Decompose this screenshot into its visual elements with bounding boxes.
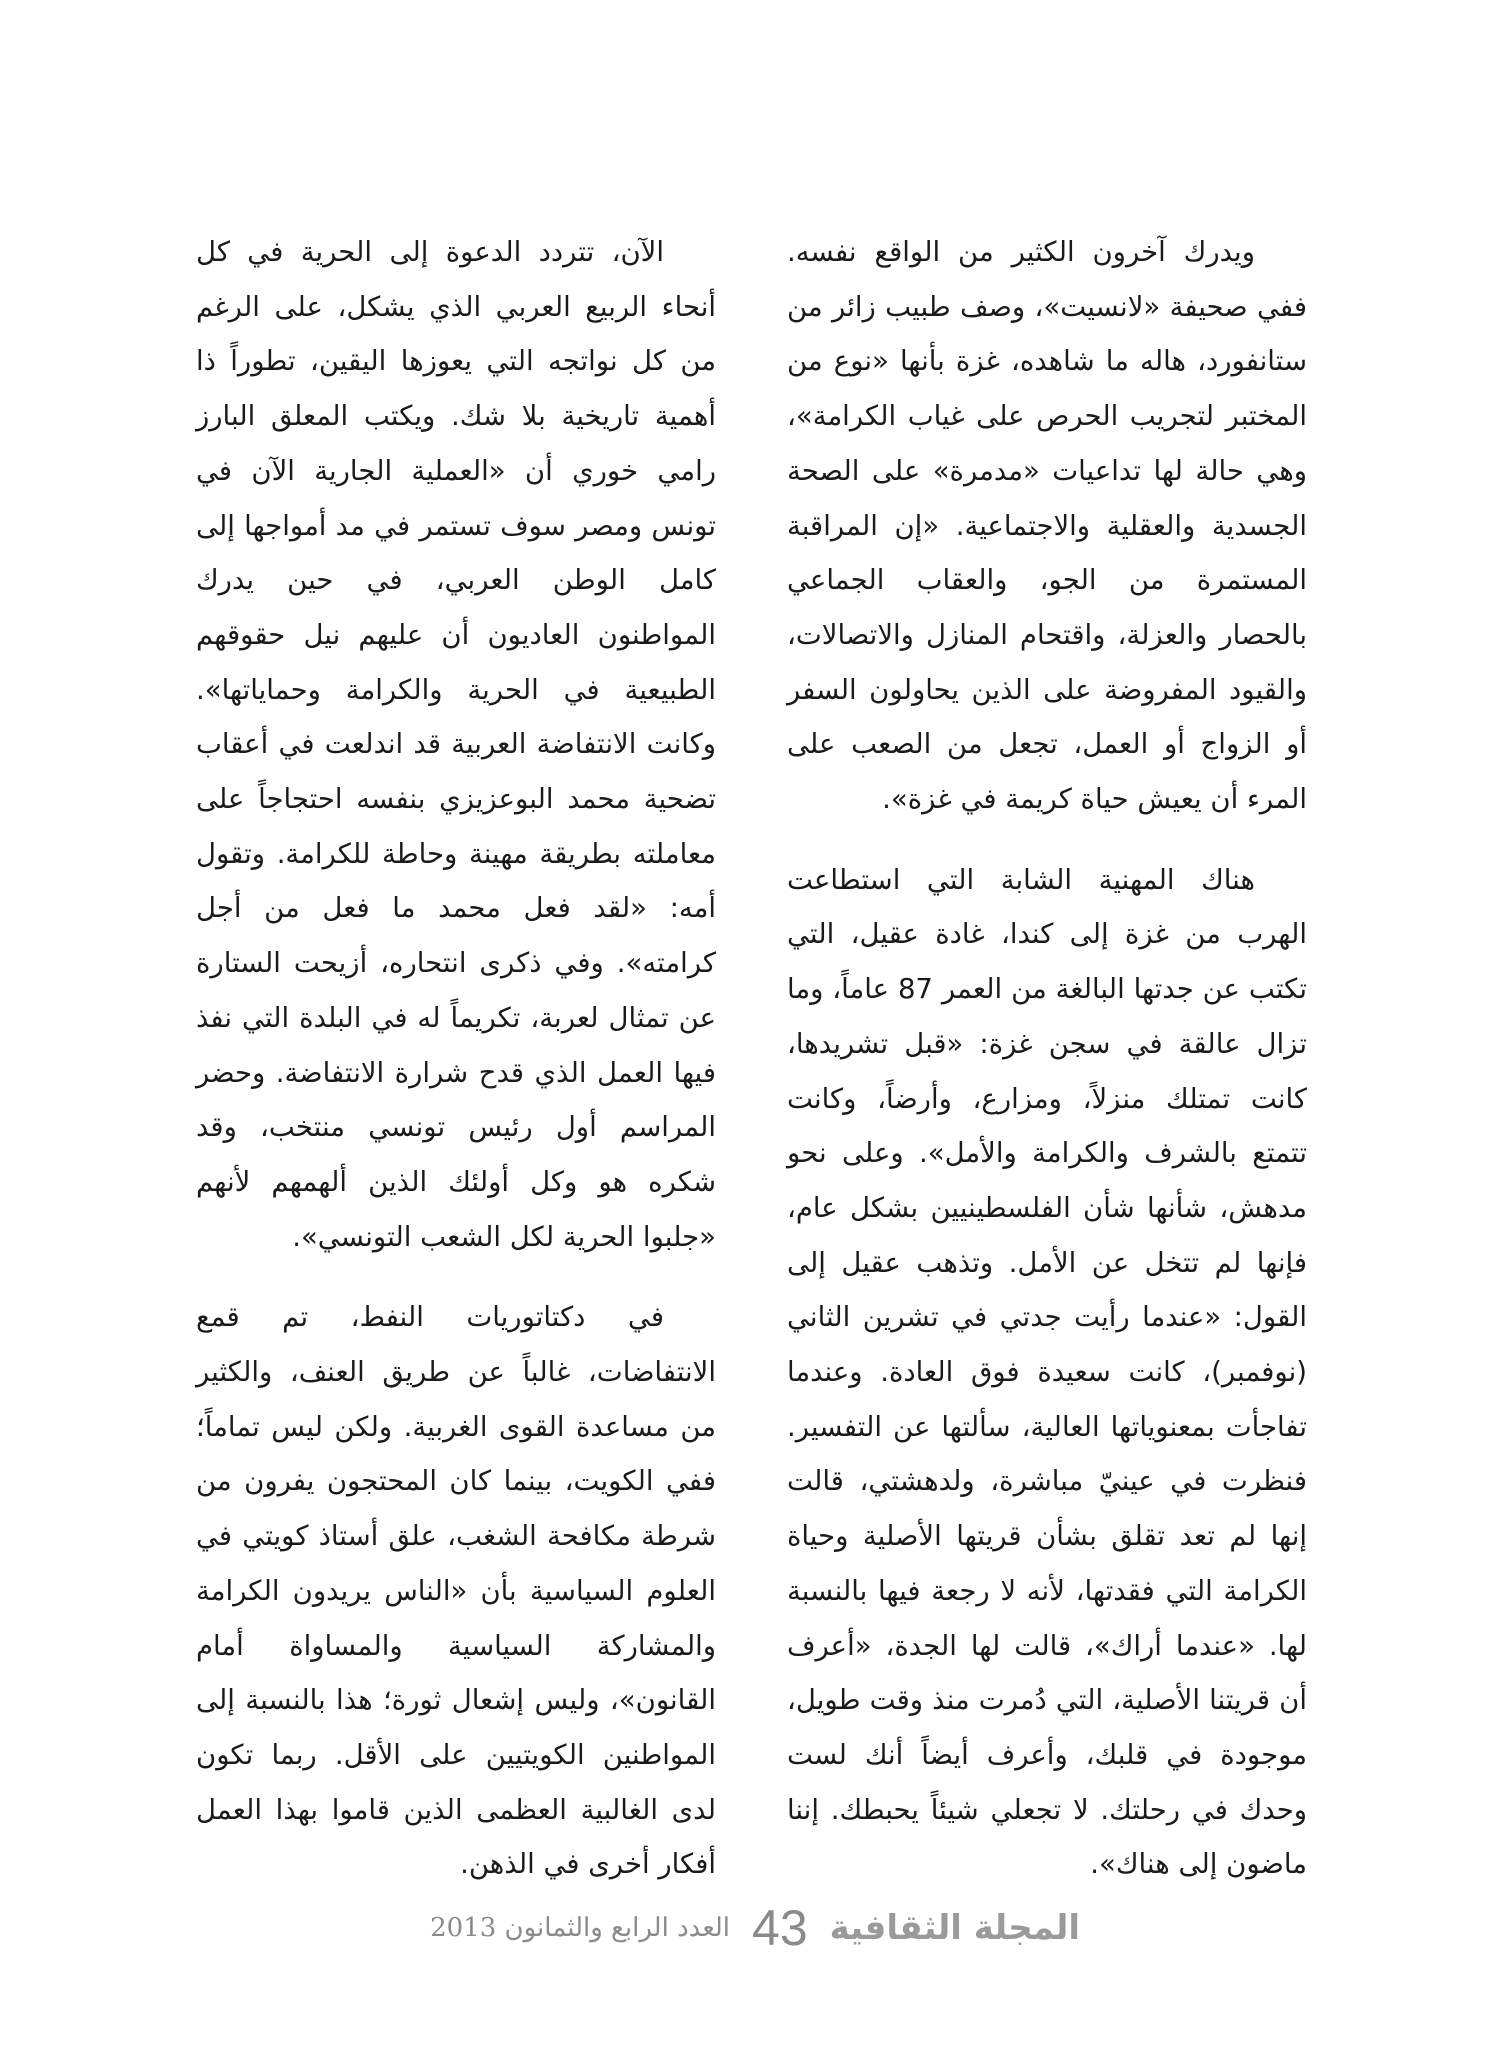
paragraph: في دكتاتوريات النفط، تم قمع الانتفاضات، غالباً عن طريق العنف، والكثير من مساعدة القوى الغربية. ولكن ليس تماماً؛ ففي الكويت، بينما كان المحتجون يفرون من شرطة مكافحة الشغب، علق أستاذ كويتي في العلوم السياسية بأن «الناس يريدون الكرامة والمشاركة السياسية والمساواة أمام القانون»، وليس إشعال ثورة؛ هذا بالنسبة إلى المواطنين الكويتيين على الأقل. ربما تكون لدى الغالبية العظمى الذين قاموا بهذا العمل أفكار أخرى في الذهن. — [196, 1301, 716, 1881]
page-number: 43 — [752, 1900, 808, 1956]
page-footer — [430, 1900, 1080, 1956]
magazine-logo: المجلة الثقافية — [829, 1908, 1080, 1948]
paragraph: هناك المهنية الشابة التي استطاعت الهرب من غزة إلى كندا، غادة عقيل، التي تكتب عن جدتها البالغة من العمر 87 عاماً، وما تزال عالقة في سجن غزة: «قبل تشريدها، كانت تمتلك منزلاً، ومزارع، وأرضاً، وكانت تتمتع بالشرف والكرامة والأمل». وعلى نحو مدهش، شأنها شأن الفلسطينيين بشكل عام، فإنها لم تتخل عن الأمل. وتذهب عقيل إلى القول: «عندما رأيت جدتي في تشرين الثاني (نوفمبر)، كانت سعيدة فوق العادة. وعندما تفاجأت بمعنوياتها العالية، سألتها عن التفسير. فنظرت في عينيّ مباشرة، ولدهشتي، قالت إنها لم تعد تقلق بشأن قريتها الأصلية وحياة الكرامة التي فقدتها، لأنه لا رجعة فيها بالنسبة لها. «عندما أراك»، قالت لها الجدة، «أعرف أن قريتنا الأصلية، التي دُمرت منذ وقت طويل، موجودة في قلبك، وأعرف أيضاً أنك لست وحدك في رحلتك. لا تجعلي شيئاً يحبطك. إننا ماضون إلى هناك». — [787, 863, 1307, 1881]
article-column-right — [787, 225, 1307, 1892]
paragraph: ويدرك آخرون الكثير من الواقع نفسه. ففي صحيفة «لانسيت»، وصف طبيب زائر من ستانفورد، هاله ما شاهده، غزة بأنها «نوع من المختبر لتجريب الحرص على غياب الكرامة»، وهي حالة لها تداعيات «مدمرة» على الصحة الجسدية والعقلية والاجتماعية. «إن المراقبة المستمرة من الجو، والعقاب الجماعي بالحصار والعزلة، واقتحام المنازل والاتصالات، والقيود المفروضة على الذين يحاولون السفر أو الزواج أو العمل، تجعل من الصعب على المرء أن يعيش حياة كريمة في غزة». — [787, 236, 1307, 816]
article-column-left — [196, 225, 716, 1892]
issue-label: العدد الرابع والثمانون 2013 — [430, 1913, 731, 1943]
paragraph: الآن، تتردد الدعوة إلى الحرية في كل أنحاء الربيع العربي الذي يشكل، على الرغم من كل نواتجه التي يعوزها اليقين، تطوراً ذا أهمية تاريخية بلا شك. ويكتب المعلق البارز رامي خوري أن «العملية الجارية الآن في تونس ومصر سوف تستمر في مد أمواجها إلى كامل الوطن العربي، في حين يدرك المواطنون العاديون أن عليهم نيل حقوقهم الطبيعية في الحرية والكرامة وحماياتها». وكانت الانتفاضة العربية قد اندلعت في أعقاب تضحية محمد البوعزيزي بنفسه احتجاجاً على معاملته بطريقة مهينة وحاطة للكرامة. وتقول أمه: «لقد فعل محمد ما فعل من أجل كرامته». وفي ذكرى انتحاره، أزيحت الستارة عن تمثال لعربة، تكريماً له في البلدة التي نفذ فيها العمل الذي قدح شرارة الانتفاضة. وحضر المراسم أول رئيس تونسي منتخب، وقد شكره هو وكل أولئك الذين ألهمهم لأنهم «جلبوا الحرية لكل الشعب التونسي». — [196, 236, 716, 1253]
